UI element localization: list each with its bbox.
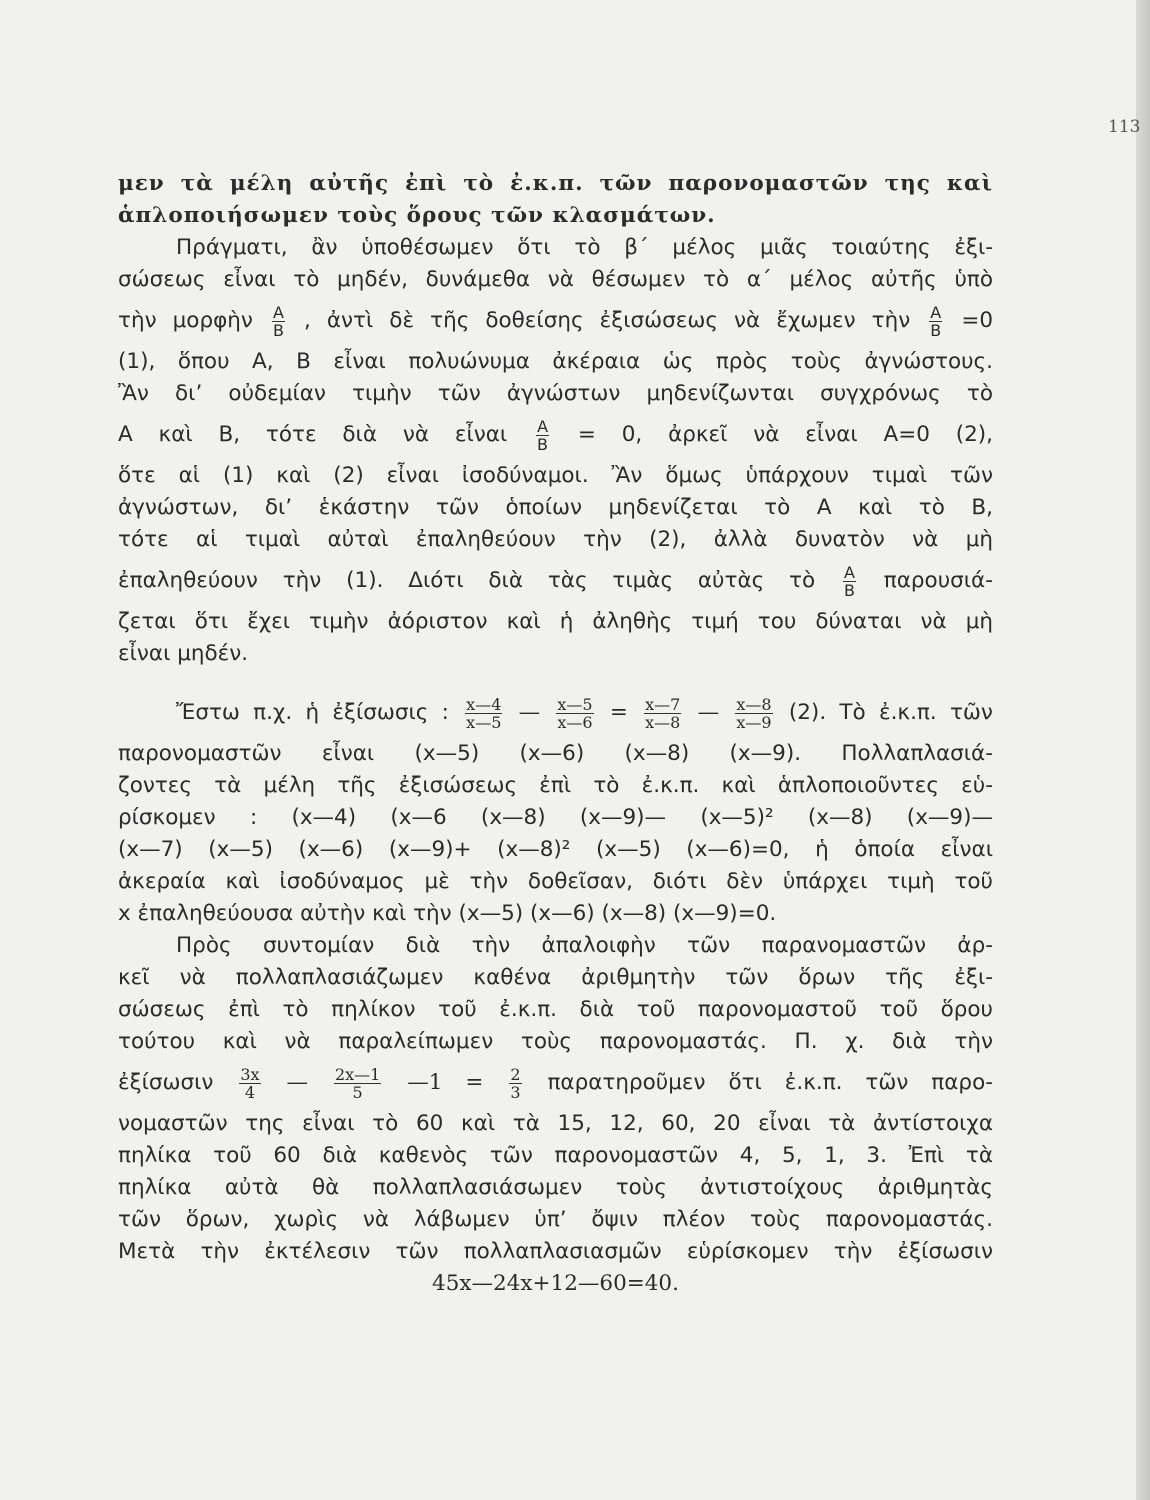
- fraction-x7-x8: [644, 696, 681, 731]
- fraction-numerator: x—8: [736, 694, 772, 714]
- fraction-denominator: B: [537, 434, 549, 454]
- minus-one-equals: —1 =: [407, 1070, 484, 1095]
- text-line: σώσεως ἐπὶ τὸ πηλίκον τοῦ ἐ.κ.π. διὰ τοῦ παρονομαστοῦ τοῦ ὅρου: [118, 997, 993, 1022]
- line-segment: ἐξίσωσιν: [118, 1070, 214, 1095]
- text-line: Πράγματι, ἂν ὑποθέσωμεν ὅτι τὸ β΄ μέλος μιᾶς τοιαύτης ἐξι-: [176, 235, 993, 260]
- fraction-2x1-5: [334, 1066, 381, 1101]
- equals-operator: =: [609, 700, 628, 725]
- fraction-denominator: B: [843, 580, 855, 600]
- text-line: (1), ὅπου Α, Β εἶναι πολυώνυμα ἀκέραια ὡς πρὸς τοὺς ἀγνώστους.: [118, 349, 993, 374]
- text-line: πηλίκα αὐτὰ θὰ πολλαπλασιάσωμεν τοὺς ἀντιστοίχους ἀριθμητὰς: [118, 1175, 993, 1200]
- line-segment: =0: [961, 308, 994, 333]
- fraction-denominator: 4: [244, 1082, 256, 1102]
- fraction-a-over-b: [929, 304, 942, 339]
- text-line-with-fraction: [118, 410, 993, 460]
- equation-line: [118, 688, 993, 738]
- minus-operator: —: [518, 700, 541, 725]
- fraction-a-over-b: [843, 564, 856, 599]
- text-line: τῶν ὅρων, χωρὶς νὰ λάβωμεν ὑπ’ ὄψιν πλέον τοὺς παρονομαστάς.: [118, 1207, 993, 1232]
- fraction-numerator: A: [930, 302, 942, 322]
- line-segment: Α καὶ Β, τότε διὰ νὰ εἶναι: [118, 422, 508, 447]
- text-line: Ἂν δι’ οὐδεμίαν τιμὴν τῶν ἀγνώστων μηδενίζωνται συγχρόνως τὸ: [118, 381, 993, 406]
- text-line-with-fraction: [118, 296, 993, 346]
- fraction-a-over-b: [272, 304, 285, 339]
- fraction-2-3: [509, 1066, 521, 1101]
- fraction-denominator: 3: [510, 1082, 521, 1102]
- text-line: ἀγνώστων, δι’ ἑκάστην τῶν ὁποίων μηδενίζεται τὸ Α καὶ τὸ Β,: [118, 495, 993, 520]
- fraction-denominator: 5: [352, 1082, 363, 1102]
- fraction-numerator: x—5: [557, 694, 593, 714]
- text-line: ρίσκομεν : (x—4) (x—6 (x—8) (x—9)— (x—5)² (x—8) (x—9)—: [118, 805, 993, 830]
- text-line: Μετὰ τὴν ἐκτέλεσιν τῶν πολλαπλασιασμῶν εὑρίσκομεν τὴν ἐξίσωσιν: [118, 1239, 993, 1264]
- text-line: ἁπλοποιήσωμεν τοὺς ὅρους τῶν κλασμάτων.: [118, 203, 716, 228]
- final-equation: 45x—24x+12—60=40.: [432, 1271, 679, 1296]
- text-line: τούτου καὶ νὰ παραλείπωμεν τοὺς παρονομαστάς. Π. χ. διὰ τὴν: [118, 1029, 993, 1054]
- line-segment: Ἔστω π.χ. ἡ ἐξίσωσις :: [176, 700, 449, 725]
- text-line: εἶναι μηδέν.: [118, 641, 249, 666]
- fraction-numerator: x—7: [645, 694, 681, 714]
- paragraph-gap: [118, 670, 993, 688]
- fraction-numerator: 3x: [240, 1064, 260, 1084]
- text-line: ἀκεραία καὶ ἰσοδύναμος μὲ τὴν δοθεῖσαν, διότι δὲν ὑπάρχει τιμὴ τοῦ: [118, 869, 993, 894]
- fraction-numerator: A: [272, 302, 284, 322]
- text-line: μεν τὰ μέλη αὐτῆς ἐπὶ τὸ ἐ.κ.π. τῶν παρονομαστῶν της καὶ: [118, 171, 993, 196]
- text-line: παρονομαστῶν εἶναι (x—5) (x—6) (x—8) (x—9). Πολλαπλασιά-: [118, 741, 993, 766]
- fraction-numerator: 2x—1: [334, 1064, 381, 1084]
- fraction-numerator: A: [537, 416, 549, 436]
- page-edge: [1136, 0, 1150, 1500]
- text-line: κεῖ νὰ πολλαπλασιάζωμεν καθένα ἀριθμητὴν τῶν ὅρων τῆς ἐξι-: [118, 965, 993, 990]
- fraction-a-over-b: [536, 418, 549, 453]
- text-line: τότε αἱ τιμαὶ αὐταὶ ἐπαληθεύουν τὴν (2), ἀλλὰ δυνατὸν νὰ μὴ: [118, 527, 993, 552]
- line-segment: ἐπαληθεύουν τὴν (1). Διότι διὰ τὰς τιμὰς αὐτὰς τὸ: [118, 568, 816, 593]
- body-text: [118, 168, 993, 1300]
- fraction-numerator: x—4: [466, 694, 502, 714]
- minus-operator: —: [286, 1070, 309, 1095]
- fraction-denominator: x—5: [466, 712, 502, 732]
- fraction-x4-x5: [465, 696, 502, 731]
- page-number: 113: [1108, 117, 1141, 137]
- minus-operator: —: [697, 700, 720, 725]
- line-segment: = 0, ἀρκεῖ νὰ εἶναι Α=0 (2),: [577, 422, 994, 447]
- fraction-denominator: x—6: [557, 712, 593, 732]
- text-line: ζεται ὅτι ἔχει τιμὴν ἀόριστον καὶ ἡ ἀληθὴς τιμή του δύναται νὰ μὴ: [118, 609, 993, 634]
- text-line: (x—7) (x—5) (x—6) (x—9)+ (x—8)² (x—5) (x—6)=0, ἡ ὁποία εἶναι: [118, 837, 993, 862]
- fraction-numerator: 2: [510, 1064, 521, 1084]
- line-segment: παρατηροῦμεν ὅτι ἐ.κ.π. τῶν παρο-: [547, 1070, 993, 1095]
- fraction-numerator: A: [844, 562, 855, 582]
- fraction-denominator: B: [272, 320, 284, 340]
- fraction-denominator: B: [930, 320, 942, 340]
- text-line-with-fraction: [118, 556, 993, 606]
- text-line: νομαστῶν της εἶναι τὸ 60 καὶ τὰ 15, 12, 60, 20 εἶναι τὰ ἀντίστοιχα: [118, 1111, 993, 1136]
- fraction-3x-4: [239, 1066, 260, 1101]
- line-segment: (2). Τὸ ἐ.κ.π. τῶν: [788, 700, 993, 725]
- line-segment: παρουσιά-: [883, 568, 993, 593]
- equation-line: [118, 1058, 993, 1108]
- line-segment: , ἀντὶ δὲ τῆς δοθείσης ἐξισώσεως νὰ ἔχωμεν τὴν: [304, 308, 911, 333]
- text-line: Πρὸς συντομίαν διὰ τὴν ἀπαλοιφὴν τῶν παρανομαστῶν ἀρ-: [176, 933, 993, 958]
- line-segment: τὴν μορφὴν: [118, 308, 253, 333]
- text-line: x ἐπαληθεύουσα αὐτὴν καὶ τὴν (x—5) (x—6) (x—8) (x—9)=0.: [118, 901, 777, 926]
- fraction-x8-x9: [735, 696, 772, 731]
- text-line: ὅτε αἱ (1) καὶ (2) εἶναι ἰσοδύναμοι. Ἂν ὅμως ὑπάρχουν τιμαὶ τῶν: [118, 463, 993, 488]
- text-line: πηλίκα τοῦ 60 διὰ καθενὸς τῶν παρονομαστῶν 4, 5, 1, 3. Ἐπὶ τὰ: [118, 1143, 993, 1168]
- fraction-denominator: x—9: [736, 712, 772, 732]
- fraction-x5-x6: [556, 696, 593, 731]
- fraction-denominator: x—8: [645, 712, 681, 732]
- text-line: ζοντες τὰ μέλη τῆς ἐξισώσεως ἐπὶ τὸ ἐ.κ.π. καὶ ἁπλοποιοῦντες εὑ-: [118, 773, 993, 798]
- text-line: σώσεως εἶναι τὸ μηδέν, δυνάμεθα νὰ θέσωμεν τὸ α΄ μέλος αὐτῆς ὑπὸ: [118, 267, 993, 292]
